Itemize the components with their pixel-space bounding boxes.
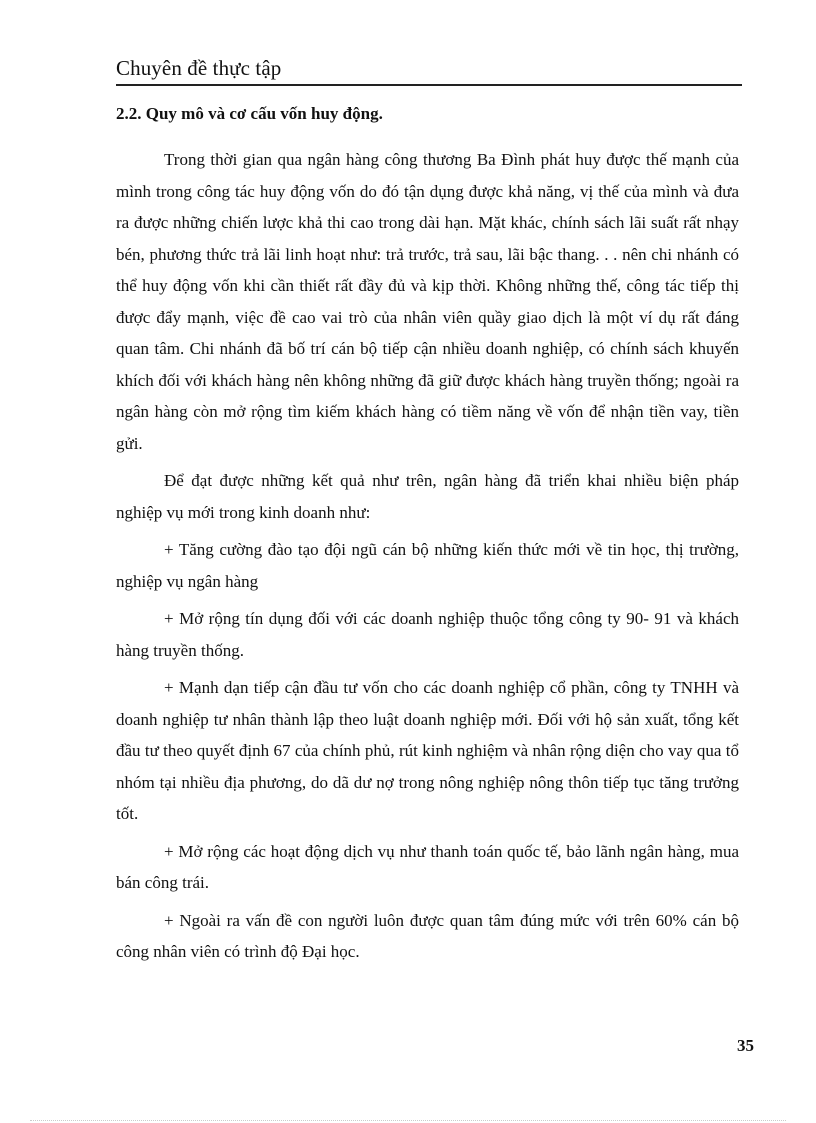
page-header (116, 56, 742, 86)
paragraph-measures: Để đạt được những kết quả như trên, ngân hàng đã triển khai nhiều biện pháp nghiệp vụ mới trong kinh doanh như: (116, 471, 739, 522)
section-title: 2.2. Quy mô và cơ cấu vốn huy động. (116, 104, 383, 123)
paragraph-intro: Trong thời gian qua ngân hàng công thương Ba Đình phát huy được thế mạnh của mình trong công tác huy động vốn do đó tận dụng được khả năng, vị thế của mình và đưa ra được những chiến lược khả thi cao trong dài hạn. Mặt khác, chính sách lãi suất rất nhạy bén, phương thức trả lãi linh hoạt như: trả trước, trả sau, lãi bậc thang. . . nên chi nhánh có thể huy động vốn khi cần thiết rất đầy đủ và kịp thời. Không những thế, công tác tiếp thị được đẩy mạnh, việc đề cao vai trò của nhân viên quầy giao dịch là một ví dụ rất đáng quan tâm. Chi nhánh đã bố trí cán bộ tiếp cận nhiều doanh nghiệp, có chính sách khuyến khích đối với khách hàng nên không những đã giữ được khách hàng truyền thống; ngoài ra ngân hàng còn mở rộng tìm kiếm khách hàng có tiềm năng về vốn để nhận tiền vay, tiền gửi. (116, 150, 739, 453)
list-item-services: + Mở rộng các hoạt động dịch vụ như thanh toán quốc tế, bảo lãnh ngân hàng, mua bán công trái. (116, 841, 739, 892)
list-item-training: + Tăng cường đào tạo đội ngũ cán bộ những kiến thức mới về tin học, thị trường, nghiệp vụ ngân hàng (116, 540, 739, 591)
list-item-people: + Ngoài ra vấn đề con người luôn được quan tâm đúng mức với trên 60% cán bộ công nhân viên có trình độ Đại học. (116, 910, 739, 961)
list-item-credit: + Mở rộng tín dụng đối với các doanh nghiệp thuộc tổng công ty 90- 91 và khách hàng truyền thống. (116, 609, 739, 660)
header-title: Chuyên đề thực tập (116, 56, 282, 80)
footer-divider (30, 1120, 786, 1121)
list-item-investment: + Mạnh dạn tiếp cận đầu tư vốn cho các doanh nghiệp cổ phần, công ty TNHH và doanh nghiệp tư nhân thành lập theo luật doanh nghiệp mới. Đối với hộ sản xuất, tổng kết đầu tư theo quyết định 67 của chính phủ, rút kinh nghiệm và nhân rộng diện cho vay qua tổ nhóm tại nhiều địa phương, do dã dư nợ trong nông nghiệp nông thôn tiếp tục tăng trưởng tốt. (116, 678, 739, 823)
document-body (116, 102, 739, 974)
page-number: 35 (737, 1036, 754, 1055)
